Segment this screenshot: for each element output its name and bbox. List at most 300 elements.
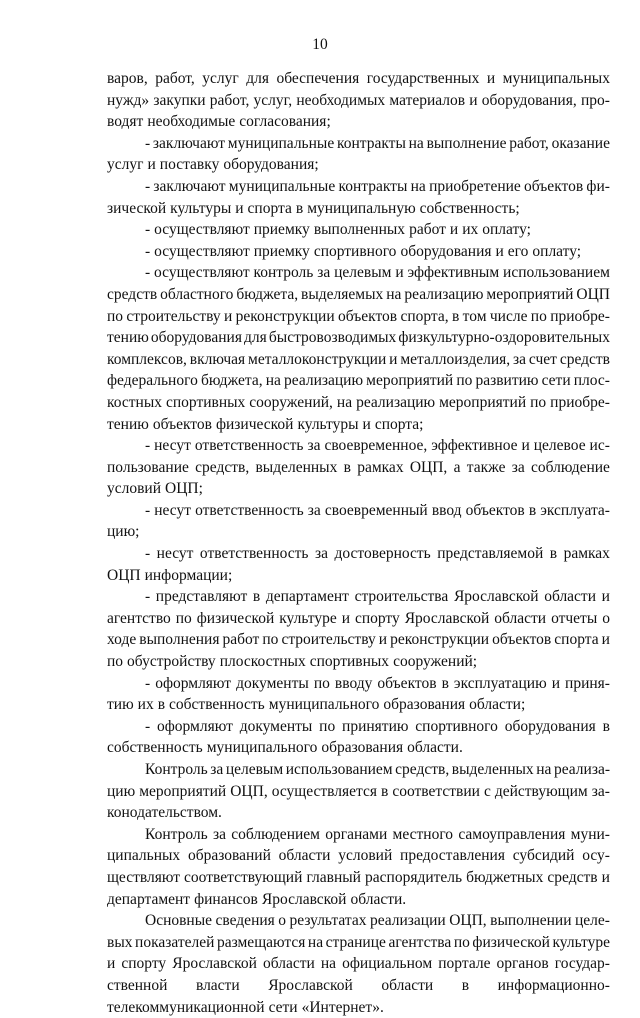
word: реализацию: [356, 393, 436, 411]
word: услуг: [202, 70, 239, 87]
word: ответственность: [199, 545, 309, 563]
word: в: [295, 199, 304, 217]
word: в: [602, 717, 610, 735]
word: металлоконструкции: [248, 350, 387, 368]
text-line: [107, 889, 610, 911]
text-line: [107, 435, 610, 457]
word: на: [386, 285, 402, 303]
word: культуры: [170, 199, 232, 217]
word: с: [483, 782, 491, 800]
text-line: [107, 133, 610, 155]
word: их: [462, 221, 479, 239]
word: оборудования;: [223, 156, 319, 174]
word: странице: [325, 933, 386, 951]
word: приемку: [253, 242, 310, 260]
word: эксплуата-: [540, 501, 610, 519]
word: по: [175, 609, 192, 627]
word: мероприятий: [486, 285, 574, 303]
word: областного: [160, 285, 234, 303]
word: работ,: [209, 91, 250, 109]
text-line: [107, 414, 610, 436]
word: своевременный: [324, 501, 428, 519]
text-line: [107, 478, 610, 500]
word: тию: [107, 696, 134, 714]
word: бюджетных: [466, 868, 544, 886]
word: образования: [383, 696, 466, 714]
word: -: [145, 717, 151, 735]
word: ществляют: [107, 868, 180, 886]
word: и: [521, 437, 530, 455]
word: оказание: [551, 134, 610, 152]
word: отчеты: [551, 609, 598, 627]
word: и: [449, 221, 459, 239]
word: культуры: [297, 415, 359, 433]
word: культуре: [552, 933, 610, 951]
word: мероприятий: [139, 782, 227, 800]
word: ходе: [107, 631, 137, 649]
word: выполнения: [139, 631, 220, 649]
word: металлоизделия,: [400, 350, 511, 368]
word: контроль: [253, 264, 314, 282]
word: работ,: [509, 134, 549, 152]
word: -: [145, 674, 151, 692]
word: контракты: [338, 177, 408, 195]
word: спорта,: [400, 307, 449, 325]
word: Ярославской: [453, 588, 539, 606]
text-line: [107, 241, 610, 263]
word: целевым: [225, 761, 284, 778]
word: работ: [222, 631, 260, 649]
word: и: [341, 609, 350, 627]
word: осуществляется: [271, 782, 377, 800]
word: и: [486, 70, 496, 87]
text-line: [107, 90, 610, 112]
word: сведения: [215, 912, 275, 930]
text-line: [107, 759, 610, 781]
word: муниципальные: [228, 177, 336, 195]
word: за: [315, 545, 329, 563]
word: портале: [438, 955, 491, 973]
word: государственных: [366, 70, 480, 87]
word: приобретение: [429, 177, 521, 195]
text-line: [107, 543, 610, 565]
word: использованием: [503, 264, 610, 282]
word: в: [252, 588, 261, 606]
word: плоскостных: [219, 653, 306, 671]
word: области.: [350, 890, 407, 908]
word: реализа-: [553, 761, 610, 778]
word: их: [137, 696, 154, 714]
word: осуществляют: [154, 264, 250, 282]
word: спортивного: [313, 242, 397, 260]
word: муниципального: [206, 739, 318, 757]
text-line: [107, 910, 610, 932]
word: ответственность: [195, 501, 304, 519]
word: главный: [306, 868, 361, 886]
word: области: [381, 976, 434, 994]
text-line: [107, 608, 610, 630]
word: реализацию: [404, 285, 484, 303]
word: -: [145, 221, 151, 239]
text-line: [107, 586, 610, 608]
word: реализацию: [284, 372, 364, 390]
word: выделенных: [451, 761, 534, 778]
word: объектов: [338, 307, 398, 325]
word: физической: [472, 933, 550, 951]
word: и: [389, 350, 398, 368]
text-line: [107, 629, 610, 651]
word: Контроль: [145, 761, 208, 778]
word: и: [495, 242, 504, 260]
text-line: [107, 651, 610, 673]
word: быстровозводимых: [268, 329, 397, 347]
word: контракты: [336, 134, 406, 152]
word: оборудования,: [481, 91, 577, 109]
word: обустройству: [127, 653, 216, 671]
word: ис-: [589, 437, 610, 455]
word: включая: [189, 350, 246, 368]
word: оборудования: [504, 717, 596, 735]
word: департамент: [107, 890, 191, 908]
word: средств: [547, 868, 598, 886]
word: реализации: [369, 912, 446, 930]
word: спорту: [354, 609, 400, 627]
word: объектов: [524, 177, 584, 195]
word: физической: [215, 415, 294, 433]
word: фи-: [586, 177, 610, 195]
word: и: [362, 415, 371, 433]
word: муни-: [570, 825, 610, 843]
word: показателей: [135, 933, 215, 951]
word: ципальных: [107, 847, 181, 865]
word: согласования;: [239, 113, 331, 131]
text-line: [107, 953, 610, 975]
word: -: [145, 264, 151, 282]
text-line: [107, 306, 610, 328]
word: по: [319, 717, 336, 735]
word: по: [107, 653, 124, 671]
word: за: [307, 437, 321, 455]
word: и: [224, 307, 233, 325]
word: результатах: [289, 912, 367, 930]
word: культуре: [279, 609, 337, 627]
text-line: [107, 802, 610, 824]
word: нужд»: [107, 91, 150, 109]
word: тению: [107, 329, 149, 347]
word: за-: [591, 782, 610, 800]
word: его: [507, 242, 529, 260]
word: представляют: [155, 588, 248, 606]
word: государ-: [554, 955, 610, 973]
word: работ: [409, 221, 446, 239]
word: собственность;: [419, 199, 520, 217]
word: -: [145, 437, 151, 455]
word: по: [313, 674, 330, 692]
word: эффективным: [407, 264, 500, 282]
word: варов,: [107, 70, 148, 87]
word: о: [602, 609, 610, 627]
word: агентства: [388, 933, 452, 951]
word: на: [536, 761, 552, 778]
word: реконструкции: [390, 631, 490, 649]
word: строительству: [281, 631, 376, 649]
word: области: [278, 847, 331, 865]
word: физической: [196, 609, 275, 627]
word: эксплуатацию: [453, 674, 547, 692]
word: распорядитель: [365, 868, 463, 886]
word: департамент: [265, 588, 349, 606]
word: в: [343, 458, 351, 476]
word: также: [466, 458, 506, 476]
word: достоверность: [334, 545, 431, 563]
word: водят: [107, 113, 144, 131]
text-line: [107, 500, 610, 522]
word: на: [336, 393, 353, 411]
text-line: [107, 262, 610, 284]
word: области.: [407, 739, 463, 757]
word: муниципальных: [502, 70, 610, 87]
word: в: [452, 307, 460, 325]
word: агентство: [107, 609, 171, 627]
word: цию;: [107, 523, 140, 541]
word: Ярославской: [172, 955, 257, 973]
word: необходимые: [147, 113, 236, 131]
word: Ярославской: [261, 890, 347, 908]
word: федерального: [107, 372, 198, 390]
text-line: [107, 565, 610, 587]
word: несут: [156, 545, 194, 563]
word: мероприятий: [439, 393, 527, 411]
word: сооружений;: [393, 653, 478, 671]
word: самоуправления: [458, 825, 566, 843]
text-line: [107, 68, 610, 90]
word: средств: [559, 350, 610, 368]
word: собственность: [107, 739, 203, 757]
word: зической: [107, 199, 167, 217]
word: средств,: [395, 761, 450, 778]
word: на: [408, 134, 424, 152]
word: выделяемых: [301, 285, 384, 303]
word: и: [469, 91, 478, 109]
word: плос-: [573, 372, 610, 390]
word: поставку: [159, 156, 220, 174]
word: официальном: [342, 955, 433, 973]
word: целевым: [334, 264, 392, 282]
word: для: [246, 70, 269, 87]
word: -: [145, 501, 151, 519]
word: информационно-: [497, 976, 610, 994]
word: и: [601, 868, 610, 886]
word: области: [262, 955, 315, 973]
text-line: [107, 716, 610, 738]
text-line: [107, 845, 610, 867]
text-line: [107, 997, 610, 1018]
word: за: [212, 825, 226, 843]
word: рамках: [563, 545, 610, 563]
word: и: [235, 199, 244, 217]
text-line: [107, 370, 610, 392]
word: объектов: [152, 415, 212, 433]
document-body: [107, 68, 610, 1018]
word: эффективное: [431, 437, 518, 455]
text-line: [107, 284, 610, 306]
text-line: [107, 521, 610, 543]
word: -: [145, 242, 151, 260]
word: и: [601, 588, 610, 606]
word: соответствующий: [184, 868, 303, 886]
word: выполнение: [426, 134, 507, 152]
text-line: [107, 327, 610, 349]
word: сети: [541, 372, 571, 390]
word: и: [601, 631, 610, 649]
word: условий: [338, 847, 393, 865]
word: и: [395, 264, 404, 282]
word: области: [544, 588, 597, 606]
word: несут: [154, 437, 191, 455]
text-line: [107, 867, 610, 889]
word: ОЦП,: [409, 458, 448, 476]
word: бюджета,: [236, 285, 299, 303]
word: счет: [528, 350, 557, 368]
word: -: [145, 134, 151, 152]
word: ОЦП: [107, 566, 141, 584]
word: ответственность: [194, 437, 304, 455]
word: по: [530, 393, 547, 411]
word: -: [145, 545, 151, 563]
word: в: [549, 545, 558, 563]
text-line: [107, 975, 610, 997]
word: в: [461, 976, 470, 994]
word: том: [462, 307, 487, 325]
word: вводу: [334, 674, 373, 692]
word: спортивного: [415, 717, 498, 735]
word: ввод: [431, 501, 462, 519]
text-line: [107, 349, 610, 371]
word: объектов: [492, 631, 552, 649]
word: образования: [321, 739, 404, 757]
word: бюджета,: [200, 372, 263, 390]
word: области;: [469, 696, 526, 714]
word: Контроль: [145, 825, 208, 843]
word: на: [320, 955, 337, 973]
word: закупки: [153, 91, 206, 109]
word: муниципального: [268, 696, 380, 714]
word: документы: [239, 717, 313, 735]
word: спортивных: [165, 393, 246, 411]
word: несут: [154, 501, 192, 519]
text-line: [107, 694, 610, 716]
text-line: [107, 176, 610, 198]
word: муниципальные: [227, 134, 335, 152]
word: Ярославской: [268, 976, 353, 994]
word: образований: [187, 847, 271, 865]
word: на: [410, 177, 426, 195]
word: муниципальную: [307, 199, 416, 217]
word: спорта;: [374, 415, 424, 433]
word: ОЦП,: [449, 912, 487, 930]
word: принятию: [342, 717, 409, 735]
word: конодательством.: [107, 804, 222, 822]
word: за: [210, 761, 224, 778]
word: числе: [489, 307, 528, 325]
word: -: [145, 177, 151, 195]
word: и: [147, 156, 156, 174]
word: ственной: [107, 976, 168, 994]
text-line: [107, 154, 610, 176]
word: оформляют: [155, 674, 232, 692]
word: выделенных: [255, 458, 338, 476]
word: «Интернет».: [301, 998, 384, 1016]
word: за: [317, 264, 331, 282]
word: услуг: [107, 156, 144, 174]
word: выполненных: [313, 221, 406, 239]
word: власти: [195, 976, 240, 994]
word: работ,: [155, 70, 195, 87]
text-line: [107, 392, 610, 414]
word: в: [157, 696, 166, 714]
text-line: [107, 457, 610, 479]
word: приобре-: [550, 393, 610, 411]
word: про-: [580, 91, 610, 109]
text-line: [107, 219, 610, 241]
word: предоставления: [400, 847, 505, 865]
text-line: [107, 198, 610, 220]
word: в: [380, 782, 389, 800]
word: объектов: [377, 674, 437, 692]
word: спортивных: [309, 653, 390, 671]
text-line: [107, 824, 610, 846]
word: условий: [107, 480, 162, 498]
word: а: [453, 458, 461, 476]
page-number: 10: [312, 36, 328, 53]
word: финансов: [194, 890, 258, 908]
word: строительства: [354, 588, 449, 606]
text-line: [107, 737, 610, 759]
word: использованием: [285, 761, 393, 778]
word: средств: [107, 285, 158, 303]
word: размещаются: [216, 933, 306, 951]
word: материалов: [389, 91, 466, 109]
word: за: [513, 350, 527, 368]
word: цию: [107, 782, 136, 800]
word: целе-: [575, 912, 610, 930]
word: и: [551, 674, 560, 692]
word: по: [107, 307, 124, 325]
word: действующим: [494, 782, 588, 800]
word: осуществляют: [154, 221, 250, 239]
word: своевременное,: [324, 437, 428, 455]
word: на: [307, 933, 324, 951]
word: -: [145, 588, 151, 606]
word: сооружений,: [249, 393, 333, 411]
word: Ярославской: [404, 609, 490, 627]
text-line: [107, 111, 610, 133]
word: оборудования: [400, 242, 492, 260]
word: приобре-: [550, 307, 610, 325]
word: телекоммуникационной: [107, 998, 265, 1016]
word: соблюдение: [531, 458, 610, 476]
word: и: [378, 631, 388, 649]
word: мероприятий: [366, 372, 454, 390]
word: Основные: [145, 912, 213, 930]
word: информации;: [144, 566, 233, 584]
word: реконструкции: [235, 307, 335, 325]
word: средств,: [195, 458, 250, 476]
word: вых: [107, 933, 133, 951]
word: костных: [107, 393, 162, 411]
word: заключают: [152, 134, 226, 152]
word: заключают: [153, 177, 226, 195]
